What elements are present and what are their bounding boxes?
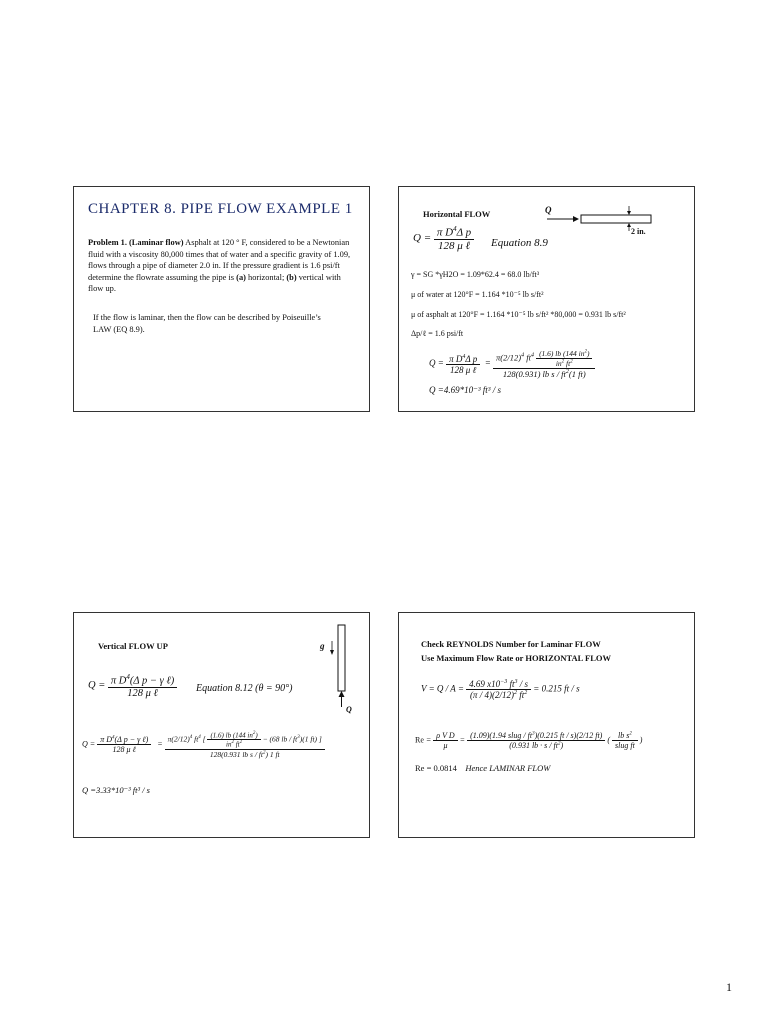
slide-chapter-title — [73, 186, 370, 412]
flowrate-substitution: Q = $\frac{\pi D^4\Delta p}{\text{128 μ ℓ}}$ = $\pi(2/12)^4$ $ft^4$ $\frac{(1.6) lb (144 in^2)}{in^2 ft^2}$ 128(0.931) lb s / $ft^2(1$ ft) — [429, 349, 595, 379]
problem-text: Asphalt at 120 ° F, considered to be a Newtonian fluid with a viscosity 80,000 times that of water and a specific gravity of 1.09, flows through a pipe of diameter 2.0 in. If the pressure gradient is 1.6 psi/ft determine the flowrate assuming the pipe is — [88, 238, 351, 282]
specific-weight-line: γ = SG *γH2O = 1.09*62.4 = 68.0 lb/ft³ — [411, 270, 540, 279]
slide-vertical-flow — [73, 612, 370, 838]
part-b-label: (b) — [286, 272, 297, 282]
part-b-text: vertical with flow up. — [88, 272, 341, 293]
velocity-equation: V = Q / A = $\frac{4.69 x10^{-3} ft^3 / s}{(\pi / 4)(2/12)^2 ft^2}$ = 0.215 ft / s — [421, 679, 580, 700]
pipe-figure-horizontal — [537, 203, 667, 239]
problem-label: Problem 1. (Laminar flow) — [88, 238, 184, 247]
equation-label: Equation 8.9 — [491, 237, 548, 249]
laminar-conclusion: Hence LAMINAR FLOW — [465, 763, 551, 773]
reynolds-result-line — [415, 763, 550, 773]
slide-heading: Horizontal FLOW — [423, 209, 491, 219]
poiseuille-equation: Q = $\frac{\pi D^4\Delta p}{\text{128 μ ℓ}}$ — [413, 225, 474, 252]
asphalt-viscosity-line: μ of asphalt at 120°F = 1.164 *10⁻⁵ lb s/ft² *80,000 = 0.931 lb s/ft² — [411, 310, 626, 319]
part-a-text: horizontal; — [245, 272, 287, 282]
figure-diameter-label: 2 in. — [631, 227, 646, 236]
slide-title: CHAPTER 8. PIPE FLOW EXAMPLE 1 — [88, 201, 353, 217]
reynolds-equation: Re = $\frac{\text{ρ V D}}{\mu}$ = $\frac{(1.09)(1.94 slug / ft^3)(0.215 ft / s)(2/12 ft)}{(0.931 lb \cdot s / ft^2)}$ ( $\frac{lb s^2}{\text{slug ft}}$ ) — [415, 731, 643, 750]
vertical-flowrate-substitution: Q = $\frac{\pi D^4(\Delta p - \gamma \ell)}{\text{128 μ ℓ}}$ = $\pi(2/12)^4$ $ft^4$ [ $\frac{(1.6) lb (144 in^2)}{in^2 ft^2}$ − (68 lb / $ft^3)(1$ ft) ] 128(0.931 lb s / $ft^2$) 1 ft — [82, 731, 325, 759]
pressure-gradient-line: Δp/ℓ = 1.6 psi/ft — [411, 329, 464, 338]
figure-gravity-label: g — [320, 641, 325, 651]
velocity-result: = 0.215 ft / s — [533, 683, 580, 694]
vertical-flowrate-result: Q =3.33*10⁻³ ft³ / s — [82, 785, 150, 795]
part-a-label: (a) — [236, 272, 246, 282]
horizontal-flowrate-result: Q =4.69*10⁻³ ft³ / s — [429, 385, 501, 395]
slide-horizontal-flow — [398, 186, 695, 412]
water-viscosity-line: μ of water at 120°F = 1.164 *10⁻⁵ lb s/ft² — [411, 290, 544, 299]
slide-heading: Vertical FLOW UP — [98, 641, 168, 651]
pipe-figure-vertical — [326, 621, 356, 711]
equation-label: Equation 8.12 (θ = 90°) — [196, 683, 293, 694]
reynolds-result: Re = 0.0814 — [415, 763, 457, 773]
problem-statement — [88, 237, 358, 295]
slide-heading-1: Check REYNOLDS Number for Laminar FLOW — [421, 639, 601, 649]
vertical-flow-equation: Q = $\frac{\pi D^4(\Delta p - \gamma \ell)}{\text{128 μ ℓ}}$ — [88, 673, 177, 699]
laminar-note: If the flow is laminar, then the flow can be described by Poiseuille’s LAW (EQ 8.9). — [93, 313, 321, 334]
slide-reynolds-check — [398, 612, 695, 838]
figure-q-label: Q — [346, 705, 352, 714]
figure-q-label: Q — [545, 205, 552, 215]
page-number: 1 — [726, 980, 732, 994]
slide-heading-2: Use Maximum Flow Rate or HORIZONTAL FLOW — [421, 653, 611, 663]
